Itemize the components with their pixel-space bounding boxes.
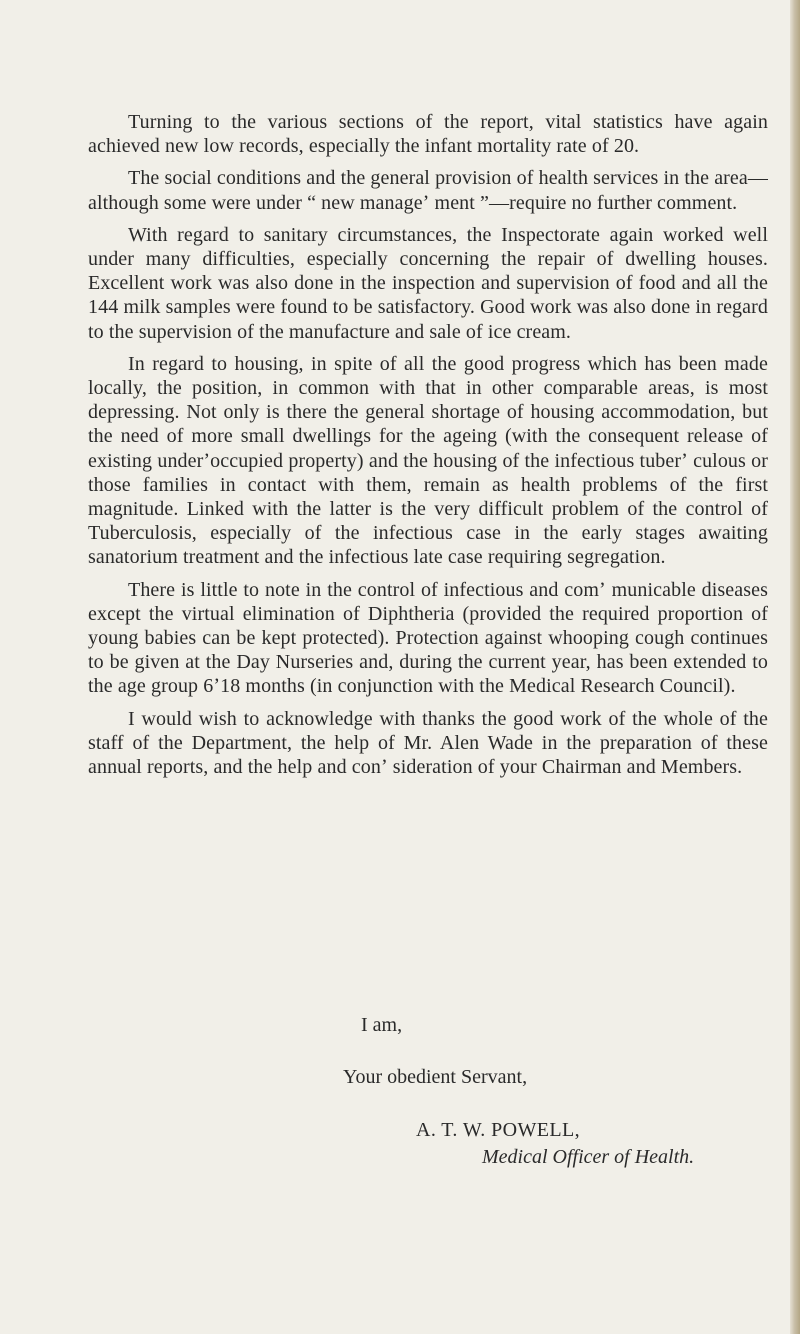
- closing-greeting: I am,: [361, 1014, 403, 1036]
- paragraph-acknowledgements: I would wish to acknowledge with thanks the good work of the whole of the staff of the Department, the help of Mr. Alen Wade in the preparation of these annual reports, and the help and conʼ sideration of your Chairman and Members.: [88, 707, 768, 779]
- letter-body: [88, 110, 768, 1168]
- signatory-title: Medical Officer of Health.: [482, 1146, 695, 1168]
- closing-valediction: Your obedient Servant,: [343, 1066, 528, 1088]
- paragraph-infectious-diseases: There is little to note in the control of infectious and comʼ municable diseases except the virtual elimination of Diphtheria (provided the required proportion of young babies can be kept protected). Protection against whooping cough continues to be given at the Day Nurseries and, during the current year, has been extended to the age group 6ʼ18 months (in conjunction with the Medical Research Council).: [88, 578, 768, 698]
- paragraph-sanitary-circumstances: With regard to sanitary circumstances, the Inspectorate again worked well under many difficulties, especially concerning the repair of dwelling houses. Excellent work was also done in the inspection and supervision of food and all the 144 milk samples were found to be satisfactory. Good work was also done in regard to the supervision of the manufacture and sale of ice cream.: [88, 223, 768, 343]
- paragraph-vital-statistics: Turning to the various sections of the report, vital statistics have again achieved new low records, especially the infant mortality rate of 20.: [88, 111, 768, 158]
- signatory-name: A. T. W. POWELL,: [416, 1119, 580, 1141]
- paragraph-housing: In regard to housing, in spite of all the good progress which has been made locally, the position, in common with that in other comparable areas, is most depressing. Not only is there the general shortage of housing accommodation, but the need of more small dwellings for the ageing (with the consequent release of existing underʼoccupied property) and the housing of the infectious tuberʼ culous or those families in contact with them, remain as health problems of the first magnitude. Linked with the latter is the very difficult problem of the control of Tuberculosis, especially of the infectious case in the early stages awaiting sanatorium treatment and the infectious late case requiring segregation.: [88, 352, 768, 569]
- page-binding-edge: [790, 0, 800, 1334]
- paragraph-social-conditions: The social conditions and the general provision of health services in the area—although some were under “ new manageʼ ment ”—require no further comment.: [88, 167, 768, 214]
